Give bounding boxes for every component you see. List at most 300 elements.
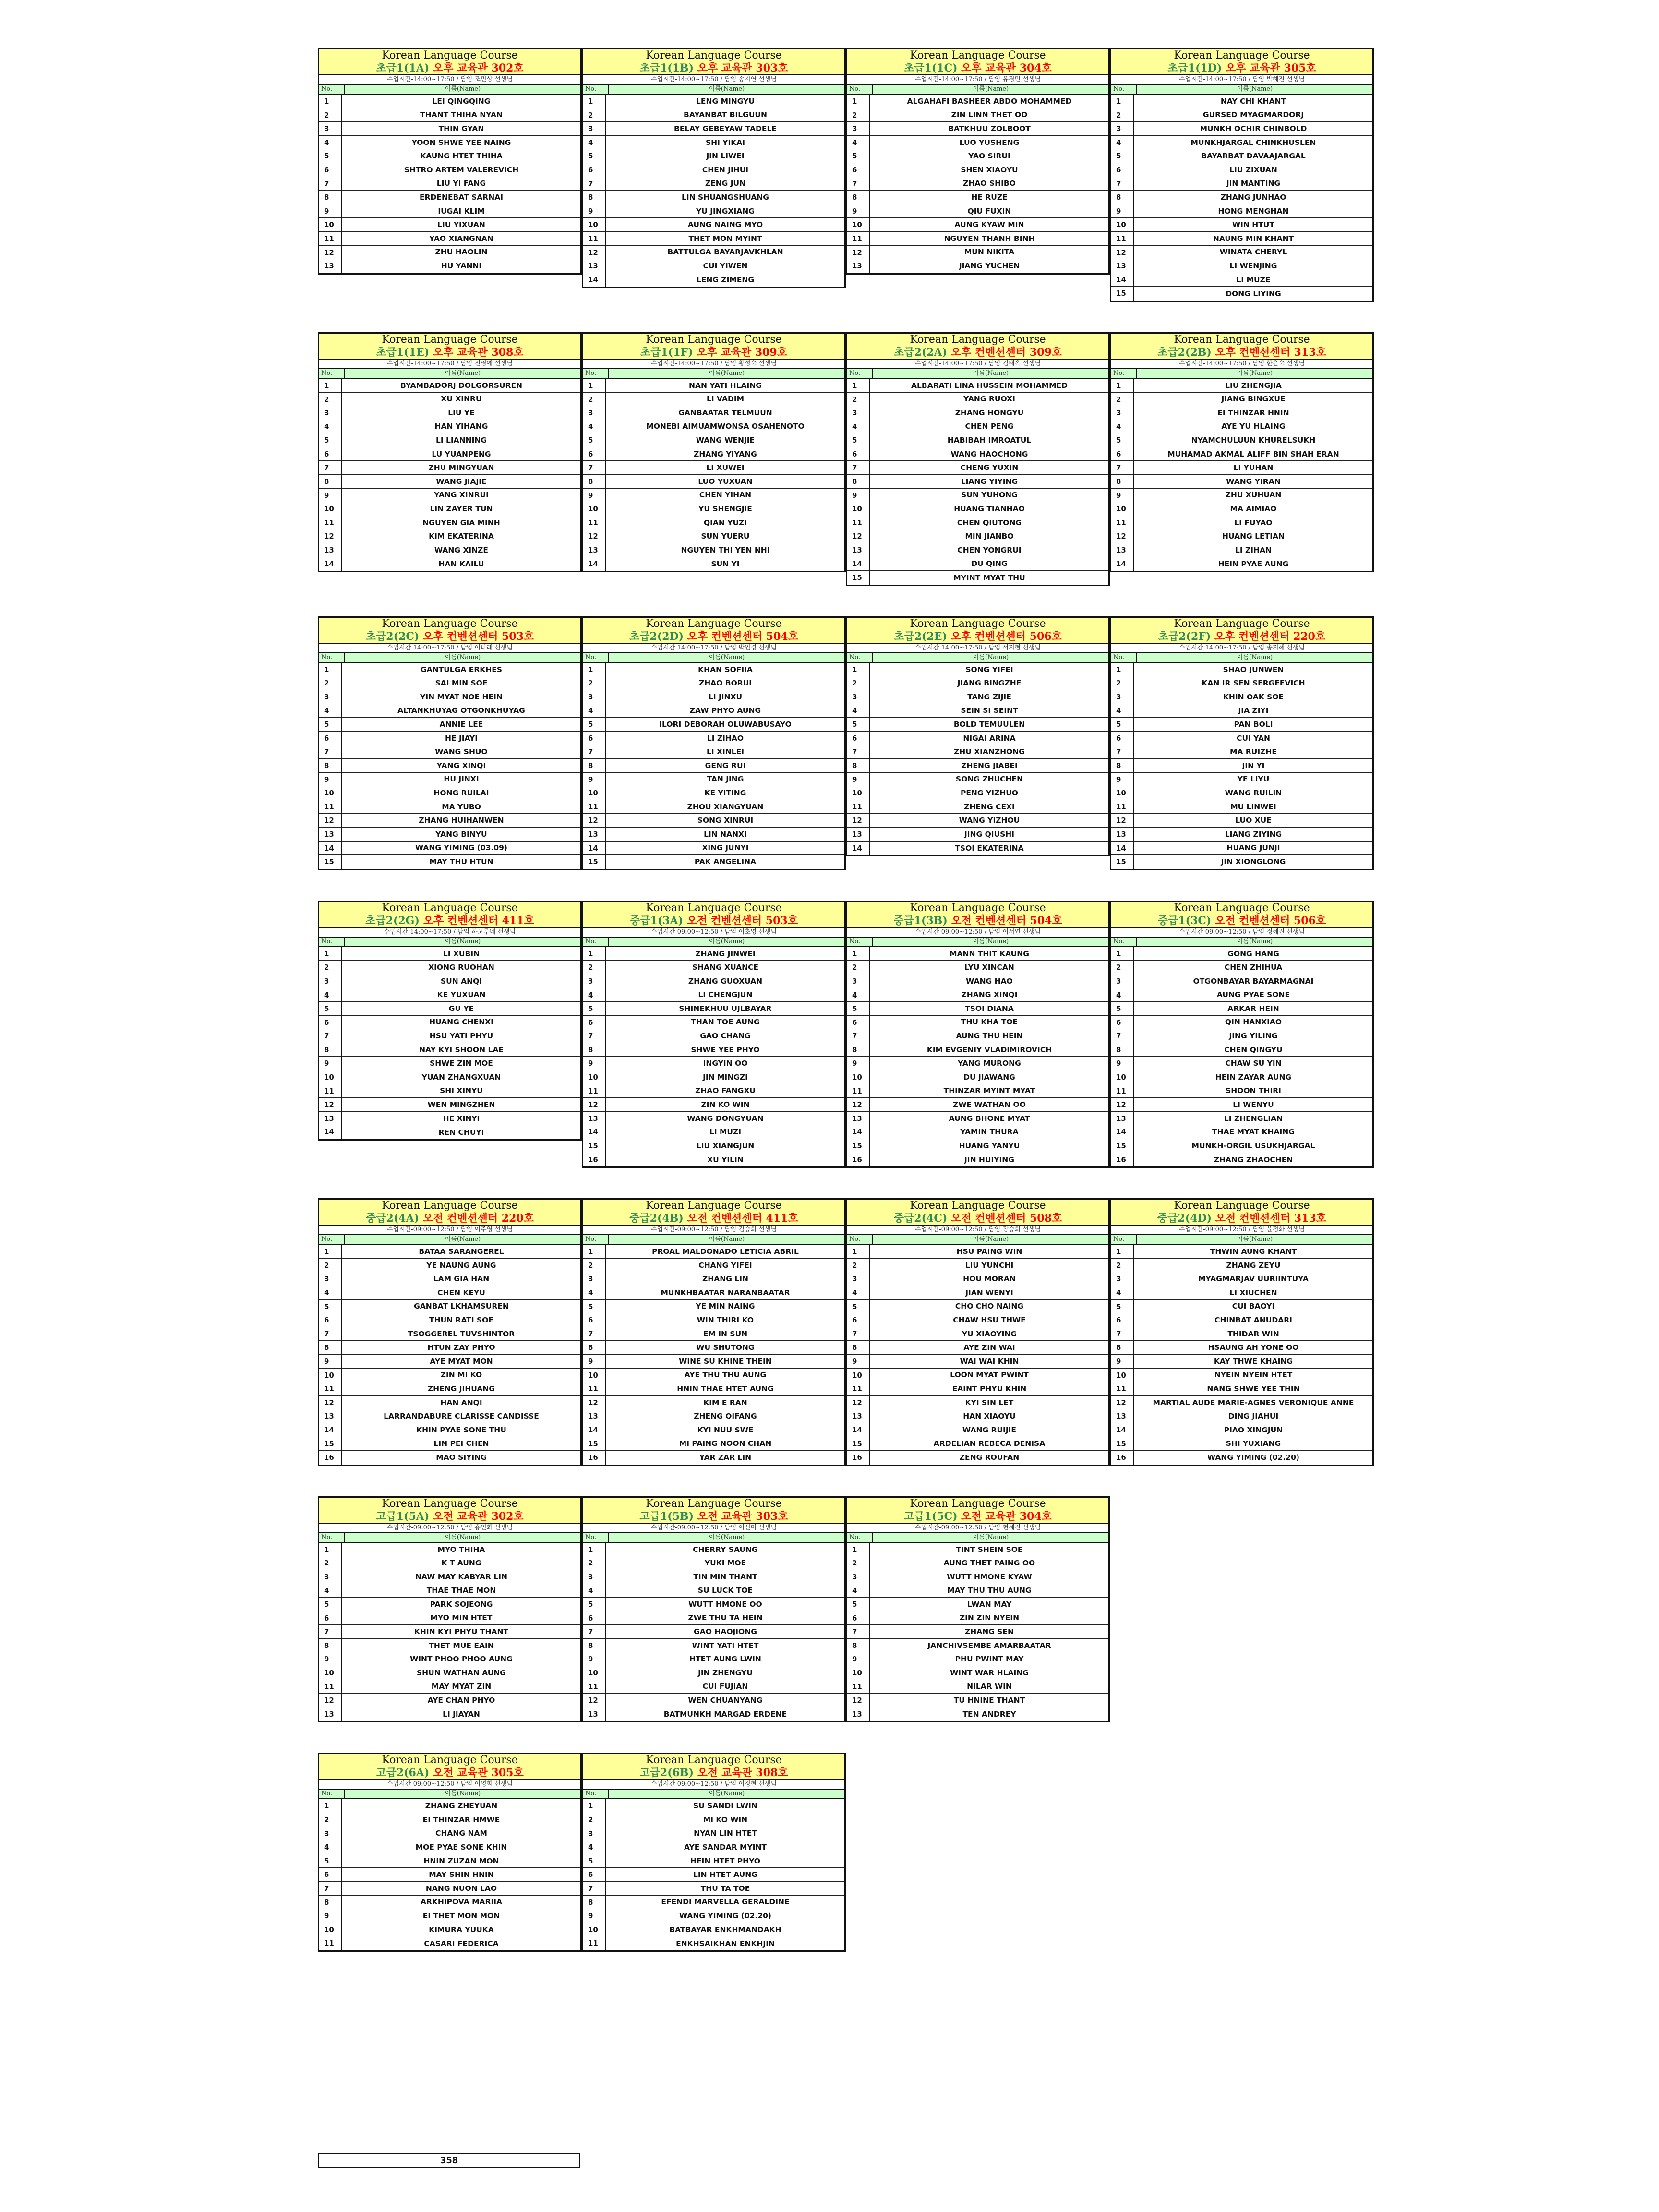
column-header (1111, 653, 1372, 663)
student-row (1111, 1286, 1372, 1300)
student-number: 5 (847, 149, 870, 163)
class-header (583, 618, 844, 644)
student-number: 6 (319, 1868, 342, 1881)
student-name: LIU XIANGJUN (696, 1141, 755, 1150)
student-row (847, 1272, 1108, 1286)
student-name: AUNG KYAW MIN (954, 220, 1024, 229)
course-title: Korean Language Course (646, 333, 782, 346)
student-number: 14 (583, 273, 606, 287)
student-row (847, 543, 1108, 557)
student-row (847, 663, 1108, 677)
student-number: 1 (319, 1543, 342, 1556)
student-name: JIN XIONGLONG (1221, 857, 1286, 866)
student-name: HONG RUILAI (433, 788, 489, 797)
student-name: ZHANG HONGYU (955, 408, 1024, 417)
course-title: Korean Language Course (382, 1200, 518, 1212)
student-number: 14 (319, 1125, 342, 1139)
student-number: 4 (583, 420, 606, 433)
student-name: LI ZIHAN (1235, 545, 1272, 554)
student-number: 4 (1111, 136, 1134, 149)
student-number: 3 (847, 1570, 870, 1584)
student-number: 12 (583, 529, 606, 543)
student-number: 1 (847, 663, 870, 676)
class-room: 오후 컨벤션센터 309호 (950, 346, 1062, 359)
class-header (583, 1498, 844, 1524)
student-row (1111, 663, 1372, 677)
class-room: 오후 교육관 309호 (697, 346, 787, 359)
student-name: HTUN ZAY PHYO (427, 1343, 495, 1352)
student-number: 11 (847, 232, 870, 245)
student-row (319, 420, 580, 434)
student-number: 14 (1111, 557, 1134, 571)
column-header (1111, 938, 1372, 947)
class-room: 오후 컨벤션센터 220호 (1214, 630, 1326, 643)
student-row (847, 516, 1108, 530)
student-row (1111, 246, 1372, 260)
student-row (847, 1098, 1108, 1112)
class-table (846, 48, 1110, 275)
student-row (319, 947, 580, 961)
column-header (583, 85, 844, 95)
student-number: 10 (847, 218, 870, 231)
student-row (1111, 136, 1372, 150)
student-name: THINZAR MYINT MYAT (943, 1086, 1035, 1095)
student-row (583, 1327, 844, 1341)
student-name: AYE CHAN PHYO (427, 1696, 495, 1705)
student-number: 2 (319, 676, 342, 690)
roster-row (318, 616, 1374, 870)
class-schedule: 수업시간-14:00~17:50 / 담임 하고루네 선생님 (319, 928, 580, 938)
student-name: MU LINWEI (1230, 802, 1276, 811)
column-no: No. (847, 653, 873, 662)
class-header (847, 618, 1108, 644)
class-room: 오후 컨벤션센터 504호 (687, 630, 798, 643)
student-number: 6 (1111, 163, 1134, 177)
column-name: 이름(Name) (1237, 653, 1273, 661)
student-name: LIN HTET AUNG (693, 1870, 757, 1879)
student-row (1111, 1382, 1372, 1396)
student-number: 2 (847, 393, 870, 406)
student-name: LU YUANPENG (432, 449, 491, 458)
student-name: AUNG NAING MYO (687, 220, 763, 229)
student-row (1111, 974, 1372, 988)
student-number: 10 (583, 1923, 606, 1936)
student-number: 2 (1111, 961, 1134, 974)
course-title: Korean Language Course (646, 1497, 782, 1510)
column-no: No. (1111, 1235, 1137, 1244)
student-row (319, 1909, 580, 1923)
student-row (847, 529, 1108, 543)
student-number: 7 (1111, 745, 1134, 758)
student-number: 12 (583, 814, 606, 827)
student-number: 3 (583, 122, 606, 135)
student-row (1111, 177, 1372, 191)
student-row (1111, 1057, 1372, 1070)
student-number: 11 (319, 800, 342, 814)
student-row (583, 773, 844, 787)
student-row (583, 232, 844, 246)
student-name: HONG MENGHAN (1218, 206, 1289, 216)
student-name: YU XIAOYING (962, 1329, 1017, 1338)
student-number: 10 (847, 786, 870, 800)
student-name: CHEN JIHUI (702, 165, 749, 174)
student-name: CHEN PENG (965, 422, 1014, 431)
student-number: 10 (319, 1666, 342, 1680)
student-name: TIN MIN THANT (693, 1572, 757, 1581)
student-row (319, 1625, 580, 1639)
student-number: 1 (319, 379, 342, 392)
student-number: 5 (847, 1598, 870, 1611)
student-name: WEN CHUANYANG (688, 1696, 763, 1705)
student-name: MANN THIT KAUNG (950, 949, 1029, 958)
class-room: 오후 컨벤션센터 313호 (1215, 346, 1326, 359)
student-name: LI CHENGJUN (698, 990, 753, 999)
student-row (583, 1341, 844, 1355)
class-title (583, 1212, 844, 1225)
student-row (1111, 259, 1372, 273)
student-number: 10 (1111, 1070, 1134, 1084)
student-name: BAYANBAT BILGUUN (684, 110, 767, 120)
student-row (583, 461, 844, 475)
student-number: 4 (847, 988, 870, 1002)
student-name: KYI SIN LET (965, 1398, 1014, 1407)
class-title (319, 1510, 580, 1523)
student-name: JANCHIVSEMBE AMARBAATAR (927, 1641, 1051, 1650)
student-number: 13 (1111, 543, 1134, 557)
student-name: THU TA TOE (700, 1884, 750, 1893)
class-schedule: 수업시간-14:00~17:50 / 담임 박인경 선생님 (583, 644, 844, 653)
student-number: 4 (583, 988, 606, 1002)
student-name: LUO XUE (1235, 816, 1272, 825)
student-number: 2 (319, 1259, 342, 1272)
student-name: JIN HUIYING (964, 1155, 1014, 1164)
student-number: 6 (847, 1016, 870, 1029)
student-row (319, 1300, 580, 1314)
student-name: LI XUBIN (443, 949, 480, 958)
student-name: K T AUNG (441, 1559, 481, 1568)
class-schedule: 수업시간-14:00~17:50 / 담임 박혜진 선생님 (1111, 75, 1372, 85)
student-row (319, 108, 580, 122)
student-row (319, 447, 580, 461)
class-room: 오후 교육관 303호 (697, 62, 788, 74)
student-number: 10 (319, 502, 342, 516)
student-number: 2 (319, 1556, 342, 1570)
student-row (583, 1451, 844, 1465)
student-row (847, 1556, 1108, 1570)
student-name: HSAUNG AH YONE OO (1208, 1343, 1299, 1352)
student-row (847, 136, 1108, 150)
student-name: ZHAO BORUI (698, 679, 752, 688)
student-name: TANG ZIJIE (967, 692, 1011, 701)
student-row (319, 1327, 580, 1341)
student-name: SHI YIKAI (705, 138, 745, 147)
student-number: 1 (1111, 379, 1134, 392)
student-number: 4 (319, 1840, 342, 1854)
column-header (319, 1235, 580, 1245)
student-name: WUTT HMONE OO (688, 1599, 762, 1609)
class-header (583, 1200, 844, 1226)
class-title (1111, 914, 1372, 927)
student-name: HAN YIHANG (434, 422, 488, 431)
roster-row (318, 1198, 1374, 1466)
student-number: 7 (583, 177, 606, 191)
student-number: 9 (583, 773, 606, 786)
student-name: AYE THU THU AUNG (684, 1370, 767, 1380)
column-header (847, 85, 1108, 95)
class-schedule: 수업시간-09:00~12:50 / 담임 윤정화 선생님 (1111, 1226, 1372, 1235)
student-row (847, 745, 1108, 759)
student-row (319, 1272, 580, 1286)
class-room: 오전 컨벤션센터 313호 (1215, 1212, 1326, 1225)
student-row (583, 393, 844, 407)
student-name: MUNKHJARGAL CHINKHUSLEN (1190, 138, 1316, 147)
student-name: GONG HANG (1227, 949, 1279, 958)
student-name: GURSED MYAGMARDORJ (1202, 110, 1304, 120)
student-number: 4 (319, 136, 342, 149)
student-name: IUGAI KLIM (438, 206, 485, 216)
student-row (1111, 461, 1372, 475)
student-row (319, 1341, 580, 1355)
student-row (319, 1043, 580, 1057)
column-name: 이름(Name) (1237, 938, 1273, 945)
student-name: ALBARATI LINA HUSSEIN MOHAMMED (911, 381, 1068, 390)
student-row (847, 1016, 1108, 1030)
student-number: 6 (1111, 732, 1134, 745)
student-name: LI XINLEI (707, 747, 744, 757)
student-number: 5 (319, 433, 342, 447)
student-row (1111, 786, 1372, 800)
student-number: 4 (1111, 420, 1134, 433)
student-row (583, 1002, 844, 1016)
student-row (583, 1625, 844, 1639)
student-number: 9 (847, 204, 870, 218)
student-row (847, 1341, 1108, 1355)
class-room: 오전 컨벤션센터 504호 (951, 914, 1062, 927)
column-name: 이름(Name) (709, 1236, 745, 1243)
student-name: WIN HTUT (1232, 220, 1274, 229)
class-title (319, 914, 580, 927)
student-name: AYE ZIN WAI (963, 1343, 1015, 1352)
student-name: HE XINYI (443, 1114, 480, 1123)
student-name: HAN XIAOYU (963, 1412, 1016, 1421)
student-row (583, 1840, 844, 1854)
student-number: 13 (847, 1112, 870, 1125)
student-number: 13 (847, 259, 870, 273)
student-number: 4 (583, 1840, 606, 1854)
student-number: 6 (847, 163, 870, 177)
student-row (1111, 855, 1372, 869)
student-number: 5 (319, 1002, 342, 1015)
student-name: QIN HANXIAO (1225, 1018, 1282, 1027)
student-row (319, 1556, 580, 1570)
class-schedule: 수업시간-14:00~17:50 / 담임 이나래 선생님 (319, 644, 580, 653)
student-row (319, 1029, 580, 1043)
student-row (319, 745, 580, 759)
class-title (319, 62, 580, 74)
student-row (583, 1923, 844, 1937)
student-row (319, 663, 580, 677)
student-row (583, 1125, 844, 1139)
student-name: ZWE WATHAN OO (953, 1100, 1026, 1109)
student-row (847, 786, 1108, 800)
student-row (1111, 814, 1372, 828)
student-row (583, 502, 844, 516)
student-name: LWAN MAY (967, 1599, 1012, 1609)
student-name: TSOI EKATERINA (955, 843, 1024, 853)
student-name: MIN JIANBO (965, 532, 1014, 541)
student-number: 12 (583, 246, 606, 259)
student-number: 16 (583, 1451, 606, 1465)
column-header (1111, 369, 1372, 379)
student-name: LIN NANXI (704, 830, 747, 839)
student-row (847, 95, 1108, 108)
student-name: KYI NUU SWE (697, 1425, 754, 1434)
column-no: No. (583, 85, 609, 94)
student-number: 10 (583, 1070, 606, 1084)
student-number: 8 (319, 1043, 342, 1057)
column-header (847, 369, 1108, 379)
student-number: 1 (583, 1543, 606, 1556)
student-number: 7 (847, 745, 870, 758)
student-number: 12 (1111, 1396, 1134, 1409)
student-name: EI THET MON MON (422, 1911, 500, 1920)
class-level: 초급1(1A) (376, 62, 430, 74)
student-row (319, 759, 580, 773)
student-row (583, 1272, 844, 1286)
student-name: LI FUYAO (1234, 518, 1273, 527)
student-row (319, 475, 580, 489)
column-header (319, 1790, 580, 1799)
student-number: 11 (583, 232, 606, 245)
student-row (583, 95, 844, 108)
student-name: WANG RUIJIE (962, 1425, 1016, 1434)
student-row (319, 1854, 580, 1868)
class-title (847, 1510, 1108, 1523)
student-number: 4 (847, 1286, 870, 1299)
student-number: 2 (319, 108, 342, 122)
class-room: 오후 컨벤션센터 411호 (423, 914, 534, 927)
class-schedule: 수업시간-14:00~17:50 / 담임 한은숙 선생님 (1111, 360, 1372, 369)
student-number: 12 (847, 1396, 870, 1409)
student-name: KE YITING (704, 788, 746, 797)
student-name: YE MIN NAING (696, 1302, 755, 1311)
student-name: LI JINXU (708, 692, 743, 701)
student-number: 14 (319, 1423, 342, 1437)
student-number: 14 (583, 557, 606, 571)
student-name: MAY THU HTUN (429, 857, 493, 866)
student-row (583, 1570, 844, 1584)
student-number: 7 (583, 1882, 606, 1895)
student-name: BATTULGA BAYARJAVKHLAN (667, 248, 783, 257)
student-number: 7 (319, 1882, 342, 1895)
course-title: Korean Language Course (382, 902, 518, 914)
student-row (1111, 988, 1372, 1002)
class-table (846, 332, 1110, 586)
student-name: CHEN ZHIHUA (1224, 963, 1283, 972)
student-row (583, 1868, 844, 1882)
student-number: 1 (319, 1245, 342, 1258)
student-number: 11 (1111, 800, 1134, 814)
student-number: 8 (583, 1639, 606, 1652)
student-number: 3 (319, 1827, 342, 1840)
student-row (583, 786, 844, 800)
student-name: BAYARBAT DAVAAJARGAL (1201, 152, 1306, 161)
class-table (1110, 1198, 1374, 1466)
student-number: 16 (847, 1451, 870, 1465)
column-header (847, 653, 1108, 663)
student-name: NAY CHI KHANT (1220, 96, 1286, 106)
student-name: WANG SHUO (435, 747, 488, 757)
course-title: Korean Language Course (910, 1200, 1046, 1212)
student-name: NANG NUON LAO (425, 1884, 497, 1893)
student-name: ZENG JUN (705, 179, 746, 188)
student-row (847, 828, 1108, 842)
student-name: LI LIANNING (435, 436, 487, 445)
student-row (1111, 1029, 1372, 1043)
course-title: Korean Language Course (646, 1754, 782, 1767)
class-room: 오전 교육관 304호 (961, 1510, 1052, 1523)
student-name: CHEN QINGYU (1224, 1045, 1283, 1054)
student-number: 5 (847, 718, 870, 731)
class-schedule: 수업시간-14:00~17:50 / 담임 송지연 선생님 (583, 75, 844, 85)
student-name: LI XUWEI (706, 463, 745, 472)
student-number: 13 (583, 259, 606, 273)
student-row (319, 177, 580, 191)
column-no: No. (319, 938, 345, 946)
course-title: Korean Language Course (646, 617, 782, 630)
student-number: 13 (319, 828, 342, 841)
student-row (319, 988, 580, 1002)
student-number: 11 (319, 1680, 342, 1694)
student-row (583, 974, 844, 988)
class-level: 초급1(1D) (1167, 62, 1222, 74)
student-name: ARDELIAN REBECA DENISA (933, 1439, 1046, 1448)
student-row (319, 1813, 580, 1827)
student-number: 2 (847, 108, 870, 122)
student-number: 6 (847, 447, 870, 461)
column-header (319, 1533, 580, 1543)
column-no: No. (1111, 85, 1137, 94)
student-row (1111, 773, 1372, 787)
student-number: 13 (847, 1409, 870, 1423)
student-row (1111, 516, 1372, 530)
student-row (1111, 1112, 1372, 1126)
student-row (847, 1245, 1108, 1259)
student-number: 5 (847, 433, 870, 447)
student-row (319, 149, 580, 163)
student-name: YANG XINRUI (434, 491, 489, 500)
student-name: WUTT HMONE KYAW (947, 1572, 1032, 1581)
class-header (319, 1200, 580, 1226)
student-name: YU SHENGJIE (698, 505, 752, 514)
student-name: PAN BOLI (1234, 720, 1273, 729)
student-number: 11 (1111, 516, 1134, 529)
student-number: 11 (847, 1084, 870, 1098)
class-schedule: 수업시간-09:00~12:50 / 담임 김승희 선생님 (583, 1226, 844, 1235)
student-row (847, 1451, 1108, 1465)
student-number: 2 (583, 1813, 606, 1827)
column-header (319, 369, 580, 379)
student-row (847, 814, 1108, 828)
student-name: HUANG JUNJI (1226, 843, 1280, 853)
student-name: LI WENYU (1233, 1100, 1274, 1109)
class-table (318, 1198, 582, 1466)
class-schedule: 수업시간-09:00~12:50 / 담임 정혜진 선생님 (1111, 928, 1372, 938)
student-row (583, 447, 844, 461)
column-no: No. (319, 85, 345, 94)
student-row (583, 855, 844, 869)
class-level: 초급2(2B) (1157, 346, 1212, 359)
